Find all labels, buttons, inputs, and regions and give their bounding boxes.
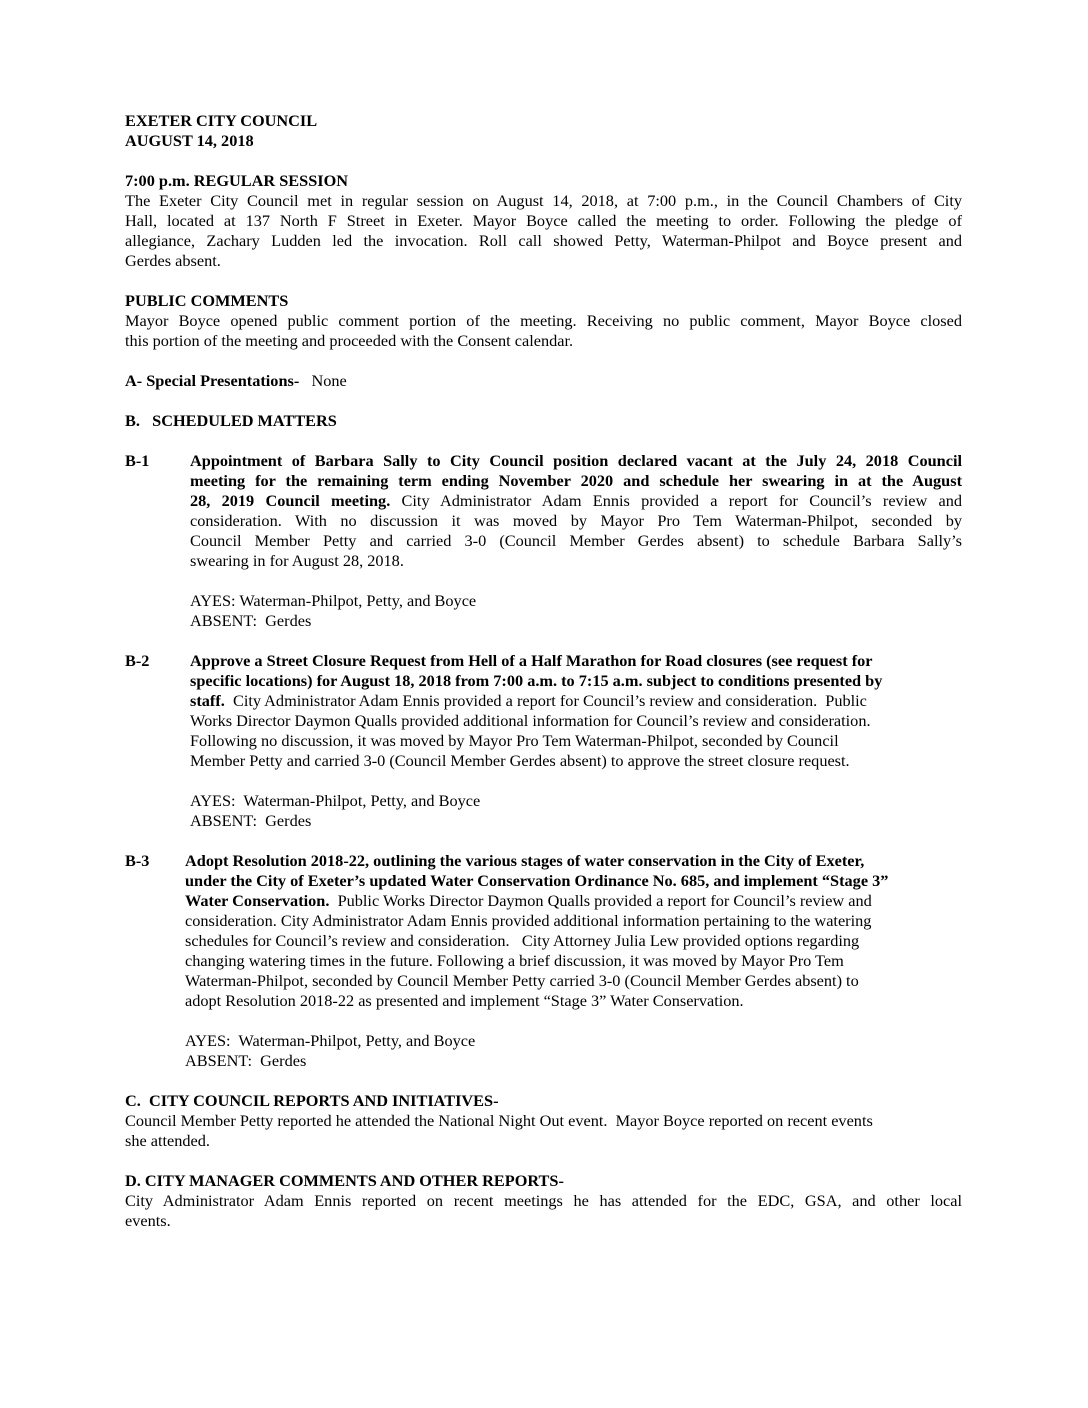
item-number: B-1	[125, 451, 150, 470]
body-line: she attended.	[125, 1131, 210, 1150]
absent-line: ABSENT: Gerdes	[185, 1051, 307, 1070]
body-line: schedules for Council’s review and consideration. City Attorney Julia Lew provided options regarding	[185, 931, 860, 950]
council-title: EXETER CITY COUNCIL	[125, 111, 318, 130]
item-number: B-2	[125, 651, 150, 670]
ayes-line: AYES: Waterman-Philpot, Petty, and Boyce	[185, 1031, 476, 1050]
public-comments-heading: PUBLIC COMMENTS	[125, 291, 289, 310]
meeting-date: AUGUST 14, 2018	[125, 131, 254, 150]
item-body	[185, 851, 962, 1011]
agenda-item-b3	[125, 851, 962, 1071]
body-line: meeting for the remaining term ending November 2020 and schedule her swearing in at the August	[190, 471, 962, 490]
absent-line: ABSENT: Gerdes	[190, 811, 312, 830]
body-line: Waterman-Philpot, seconded by Council Member Petty carried 3-0 (Council Member Gerdes absent) to	[185, 971, 859, 990]
scheduled-matters-heading: B. SCHEDULED MATTERS	[125, 411, 337, 430]
body-line: events.	[125, 1211, 171, 1230]
agenda-item-b1	[125, 451, 962, 631]
absent-line: ABSENT: Gerdes	[190, 611, 312, 630]
body-line: under the City of Exeter’s updated Water Conservation Ordinance No. 685, and implement “Stage 3”	[185, 871, 889, 890]
special-presentations-heading: A- Special Presentations-	[125, 371, 300, 390]
body-line: Council Member Petty and carried 3-0 (Council Member Gerdes absent) to schedule Barbara Sally’s	[190, 531, 962, 550]
public-comments-body	[125, 311, 962, 351]
regular-session-heading: 7:00 p.m. REGULAR SESSION	[125, 171, 349, 190]
special-presentations	[125, 371, 962, 391]
ayes-line: AYES: Waterman-Philpot, Petty, and Boyce	[190, 791, 481, 810]
ayes-line: AYES: Waterman-Philpot, Petty, and Boyce	[190, 591, 477, 610]
body-line: adopt Resolution 2018-22 as presented and implement “Stage 3” Water Conservation.	[185, 991, 744, 1010]
council-reports-heading: C. CITY COUNCIL REPORTS AND INITIATIVES-	[125, 1091, 499, 1110]
manager-comments-heading: D. CITY MANAGER COMMENTS AND OTHER REPORTS-	[125, 1171, 564, 1190]
body-line: Council Member Petty reported he attended the National Night Out event. Mayor Boyce reported on recent events	[125, 1111, 873, 1130]
body-line: consideration. With no discussion it was moved by Mayor Pro Tem Waterman-Philpot, seconded by	[190, 511, 962, 530]
council-reports-body	[125, 1111, 962, 1151]
meeting-minutes-page	[125, 111, 962, 1231]
body-line: Approve a Street Closure Request from Hell of a Half Marathon for Road closures (see request for	[190, 651, 873, 670]
body-line: swearing in for August 28, 2018.	[190, 551, 404, 570]
body-line: Mayor Boyce opened public comment portion of the meeting. Receiving no public comment, Mayor Boyce closed	[125, 311, 962, 330]
item-body	[190, 651, 962, 771]
body-line: Gerdes absent.	[125, 251, 221, 270]
body-line: Hall, located at 137 North F Street in Exeter. Mayor Boyce called the meeting to order. Following the pledge of	[125, 211, 962, 230]
body-line: Following no discussion, it was moved by Mayor Pro Tem Waterman-Philpot, seconded by Council	[190, 731, 839, 750]
regular-session-body	[125, 191, 962, 271]
manager-comments-body	[125, 1191, 962, 1231]
body-line: Water Conservation. Public Works Director Daymon Qualls provided a report for Council’s review and	[185, 891, 872, 910]
body-line: Works Director Daymon Qualls provided additional information for Council’s review and consideration.	[190, 711, 871, 730]
body-line: allegiance, Zachary Ludden led the invocation. Roll call showed Petty, Waterman-Philpot and Boyce present and	[125, 231, 962, 250]
body-line: City Administrator Adam Ennis reported on recent meetings he has attended for the EDC, GSA, and other local	[125, 1191, 962, 1210]
body-line: staff. City Administrator Adam Ennis provided a report for Council’s review and consideration. Public	[190, 691, 867, 710]
body-line: Appointment of Barbara Sally to City Council position declared vacant at the July 24, 2018 Council	[190, 451, 962, 470]
special-presentations-value: None	[311, 371, 347, 390]
body-line: Adopt Resolution 2018-22, outlining the various stages of water conservation in the City of Exeter,	[185, 851, 865, 870]
body-line: changing watering times in the future. Following a brief discussion, it was moved by Mayor Pro Tem	[185, 951, 844, 970]
item-number: B-3	[125, 851, 150, 870]
body-line: this portion of the meeting and proceeded with the Consent calendar.	[125, 331, 574, 350]
body-line: consideration. City Administrator Adam Ennis provided additional information pertaining to the watering	[185, 911, 872, 930]
body-line: The Exeter City Council met in regular session on August 14, 2018, at 7:00 p.m., in the Council Chambers of City	[125, 191, 962, 210]
item-body	[190, 451, 962, 571]
agenda-item-b2	[125, 651, 962, 831]
body-line: specific locations) for August 18, 2018 from 7:00 a.m. to 7:15 a.m. subject to conditions presented by	[190, 671, 883, 690]
body-line: 28, 2019 Council meeting. City Administrator Adam Ennis provided a report for Council’s review and	[190, 491, 962, 510]
body-line: Member Petty and carried 3-0 (Council Member Gerdes absent) to approve the street closure request.	[190, 751, 850, 770]
